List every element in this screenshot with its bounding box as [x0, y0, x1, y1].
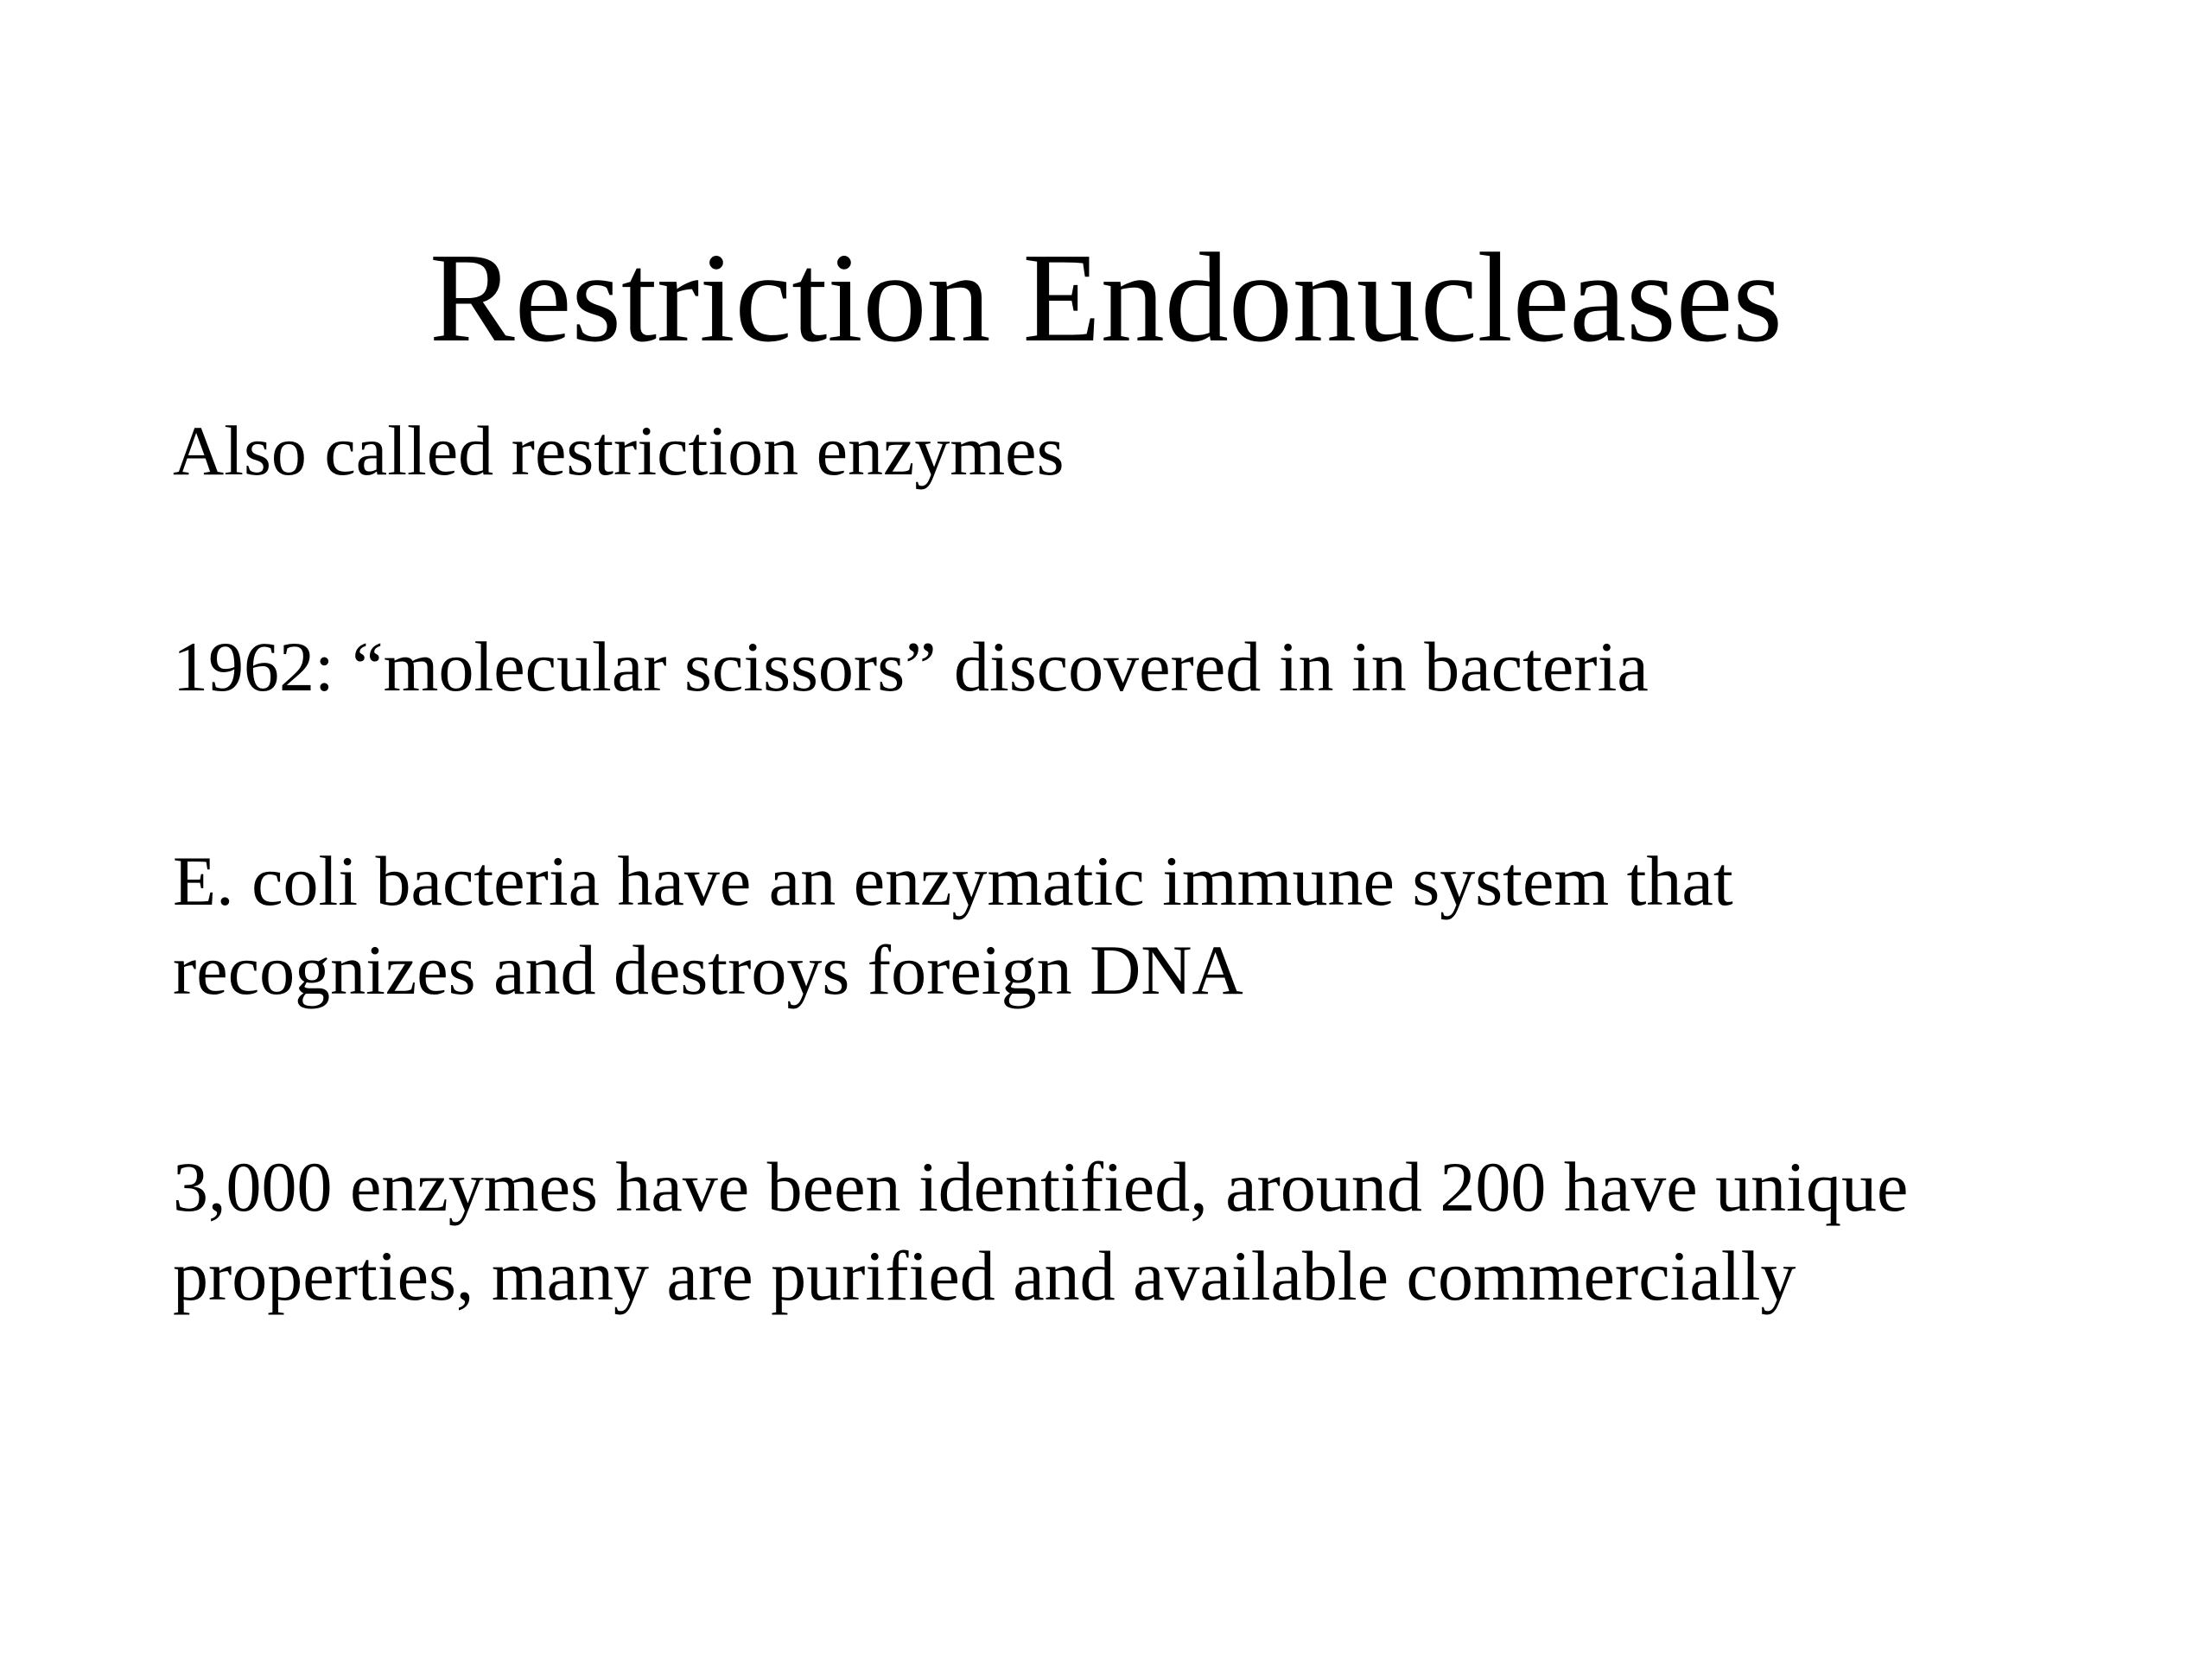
- bullet-item-enzymes-identified: 3,000 enzymes have been identified, around 200 have unique properties, many are purified and available commercially: [173, 1147, 1909, 1315]
- slide-title: Restriction Endonucleases: [429, 227, 1783, 369]
- bullet-item-ecoli-immune-system: E. coli bacteria have an enzymatic immune system that recognizes and destroys foreign DNA: [173, 842, 1733, 1009]
- bullet-item-also-called: Also called restriction enzymes: [173, 411, 1065, 490]
- bullet-item-molecular-scissors: 1962: “molecular scissors” discovered in in bacteria: [173, 627, 1649, 706]
